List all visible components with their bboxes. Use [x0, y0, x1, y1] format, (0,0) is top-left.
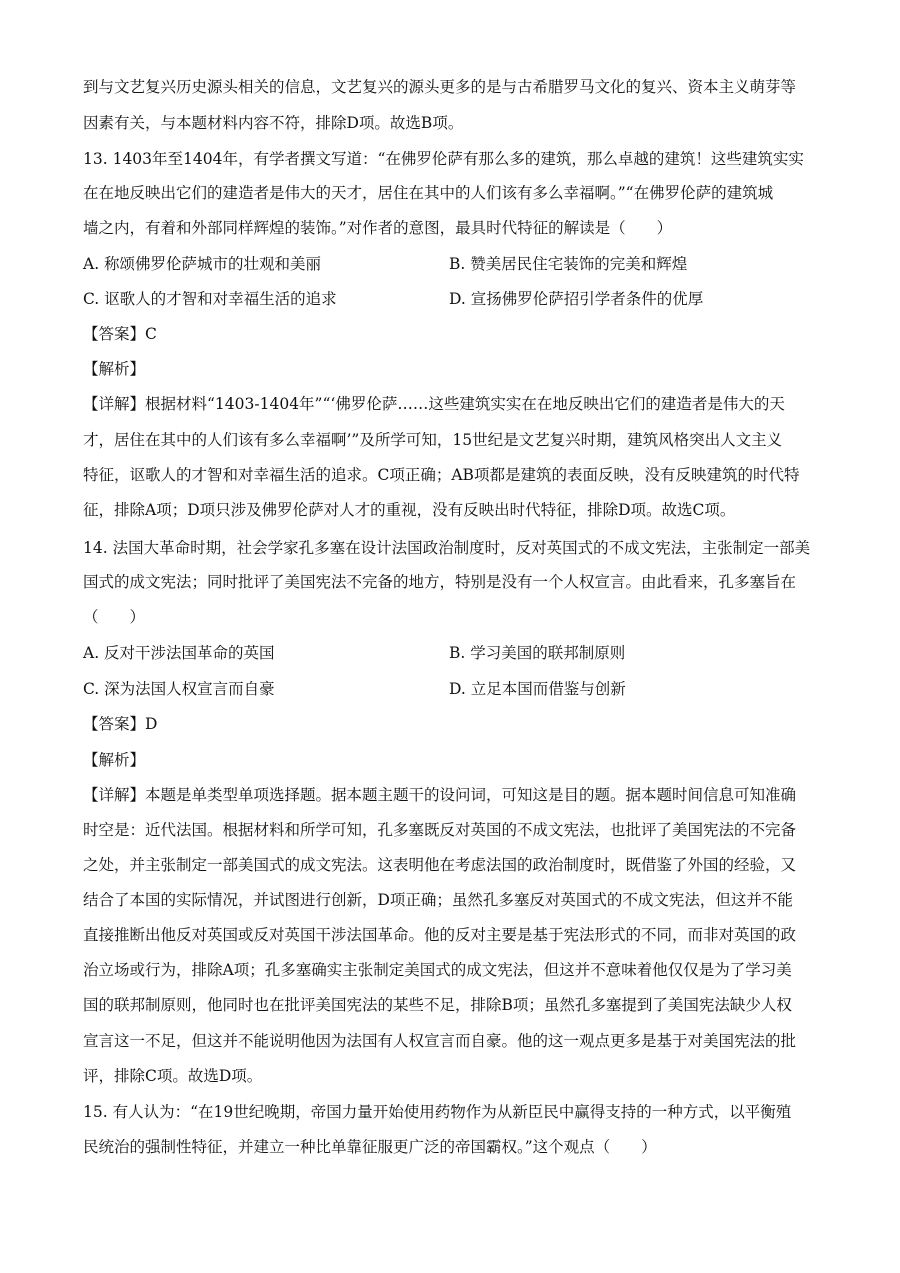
explanation-line: 特征，讴歌人的才智和对幸福生活的追求。C项正确；AB项都是建筑的表面反映，没有反映建筑的时代特 — [83, 466, 800, 484]
explanation-line: 治立场或行为，排除A项；孔多塞确实主张制定美国式的成文宪法，但这并不意味着他仅仅是为了学习美 — [83, 961, 792, 979]
q14-option-d: D. 立足本国而借鉴与创新 — [449, 680, 626, 698]
explanation-line: 【详解】本题是单类型单项选择题。据本题主题干的设问词，可知这是目的题。据本题时间信息可知准确 — [83, 786, 797, 804]
explanation-line: 评，排除C项。故选D项。 — [83, 1067, 263, 1085]
q13-option-d: D. 宣扬佛罗伦萨招引学者条件的优厚 — [449, 290, 704, 308]
explanation-line: 宣言这一不足，但这并不能说明他因为法国有人权宣言而自豪。他的这一观点更多是基于对美国宪法的批 — [83, 1032, 797, 1050]
text-line: 因素有关，与本题材料内容不符，排除D项。故选B项。 — [83, 114, 464, 132]
q14-option-a: A. 反对干涉法国革命的英国 — [83, 644, 275, 662]
explanation-line: 国的联邦制原则，他同时也在批评美国宪法的某些不足，排除B项；虽然孔多塞提到了美国宪法缺少人权 — [83, 996, 792, 1014]
answer-label: 【答案】C — [83, 325, 157, 343]
answer-label: 【答案】D — [83, 715, 158, 733]
question-15-stem: 15. 有人认为：“在19世纪晚期，帝国力量开始使用药物作为从新臣民中赢得支持的一种方式，以平衡殖 — [83, 1103, 792, 1121]
question-14-stem: （ ） — [83, 608, 146, 626]
q13-option-b: B. 赞美居民住宅装饰的完美和辉煌 — [449, 255, 688, 273]
question-14-stem: 14. 法国大革命时期，社会学家孔多塞在设计法国政治制度时，反对英国式的不成文宪法，主张制定一部美 — [83, 539, 811, 557]
analysis-label: 【解析】 — [83, 360, 146, 378]
question-15-stem: 民统治的强制性特征，并建立一种比单靠征服更广泛的帝国霸权。”这个观点（ ） — [83, 1138, 657, 1156]
q14-option-c: C. 深为法国人权宣言而自豪 — [83, 680, 275, 698]
question-13-stem: 在在地反映出它们的建造者是伟大的天才，居住在其中的人们该有多么幸福啊。”“在佛罗伦萨的建筑城 — [83, 184, 774, 202]
question-14-stem: 国式的成文宪法；同时批评了美国宪法不完备的地方，特别是没有一个人权宣言。由此看来，孔多塞旨在 — [83, 573, 797, 591]
explanation-line: 征，排除A项；D项只涉及佛罗伦萨对人才的重视，没有反映出时代特征，排除D项。故选C项。 — [83, 501, 736, 519]
text-line: 到与文艺复兴历史源头相关的信息，文艺复兴的源头更多的是与古希腊罗马文化的复兴、资本主义萌芽等 — [83, 78, 797, 96]
question-13-stem: 墙之内，有着和外部同样辉煌的装饰。”对作者的意图，最具时代特征的解读是（ ） — [83, 219, 673, 237]
analysis-label: 【解析】 — [83, 751, 146, 769]
q13-option-c: C. 讴歌人的才智和对幸福生活的追求 — [83, 290, 337, 308]
explanation-line: 直接推断出他反对英国或反对英国干涉法国革命。他的反对主要是基于宪法形式的不同，而非对英国的政 — [83, 926, 797, 944]
explanation-line: 时空是：近代法国。根据材料和所学可知，孔多塞既反对英国的不成文宪法，也批评了美国宪法的不完备 — [83, 821, 797, 839]
question-13-stem: 13. 1403年至1404年，有学者撰文写道：“在佛罗伦萨有那么多的建筑，那么卓越的建筑！这些建筑实实 — [83, 150, 804, 168]
q13-option-a: A. 称颂佛罗伦萨城市的壮观和美丽 — [83, 255, 322, 273]
q14-option-b: B. 学习美国的联邦制原则 — [449, 644, 626, 662]
explanation-line: 之处，并主张制定一部美国式的成文宪法。这表明他在考虑法国的政治制度时，既借鉴了外国的经验，又 — [83, 856, 797, 874]
explanation-line: 【详解】根据材料“1403-1404年”“‘佛罗伦萨……这些建筑实实在在地反映出它们的建造者是伟大的天 — [83, 395, 785, 413]
explanation-line: 结合了本国的实际情况，并试图进行创新，D项正确；虽然孔多塞反对英国式的不成文宪法，但这并不能 — [83, 891, 793, 909]
explanation-line: 才，居住在其中的人们该有多么幸福啊’”及所学可知，15世纪是文艺复兴时期，建筑风格突出人文主义 — [83, 431, 783, 449]
